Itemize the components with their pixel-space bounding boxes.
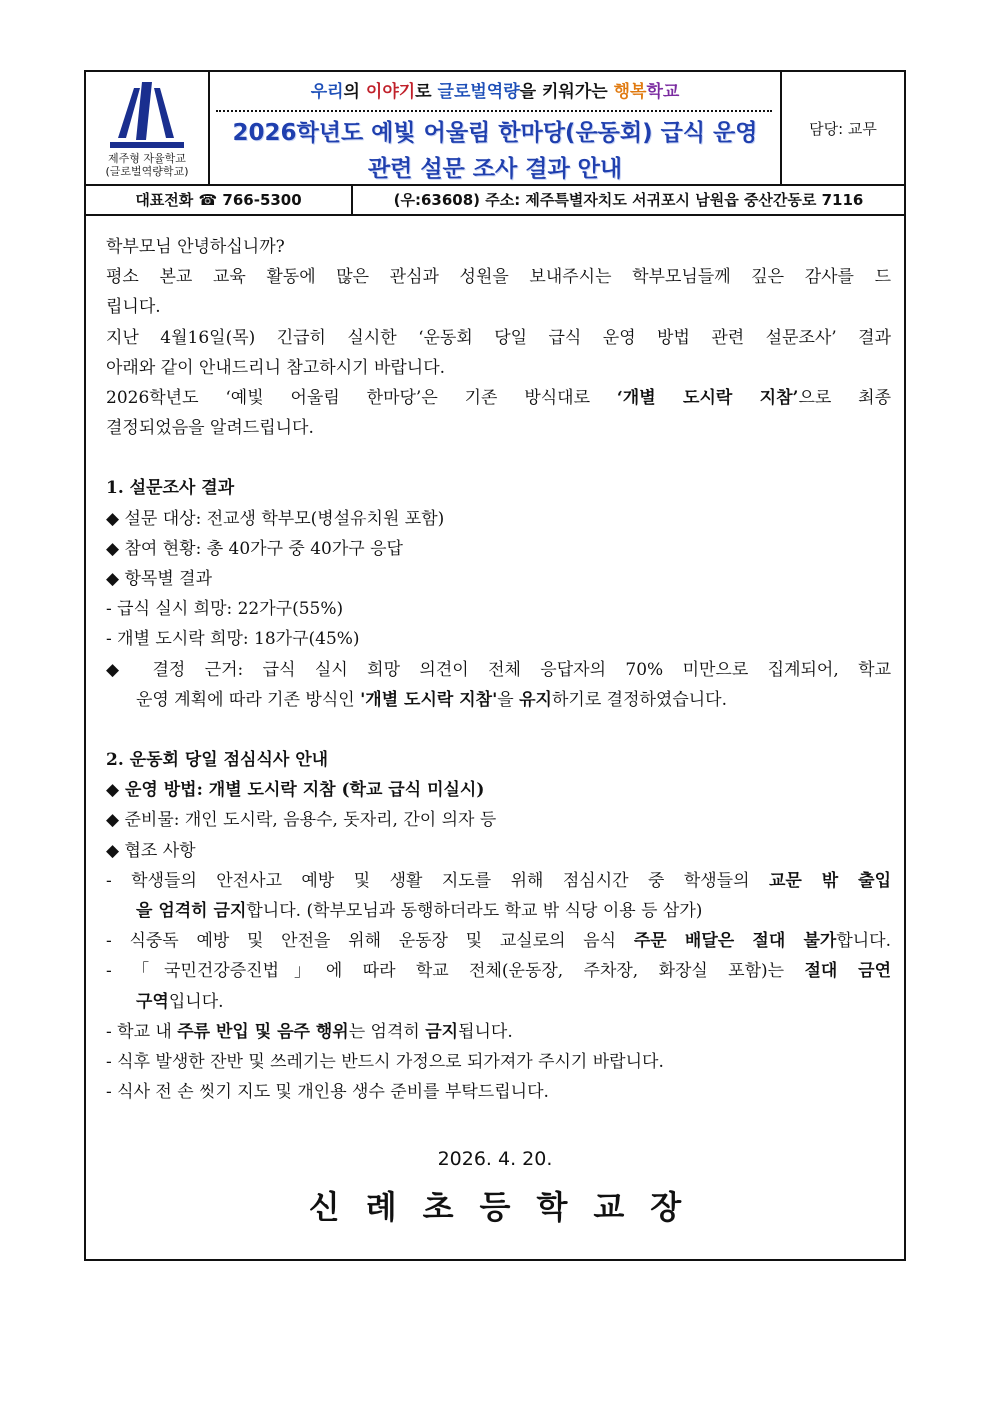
- school-logo-icon: [106, 80, 188, 150]
- intro-line: 평소 본교 교육 활동에 많은 관심과 성원을 보내주시는 학부모님들께 깊은 감사를 드: [106, 267, 891, 288]
- emphasis: 주류 반입 및 음주 행위: [177, 1021, 349, 1042]
- bullet-item: ◆ 항목별 결과: [106, 569, 212, 590]
- emphasis: '개별 도시락 지참': [360, 689, 498, 710]
- intro-line: 립니다.: [106, 297, 161, 318]
- emphasis: 유지: [519, 689, 552, 710]
- text: - 학생들의 안전사고 예방 및 생활 지도를 위해 점심시간 중 학생들의: [106, 870, 769, 891]
- cooperation-continuation: [106, 896, 891, 926]
- text: 입니다.: [168, 991, 224, 1012]
- result-item: - 개별 도시락 희망: 18가구(45%): [106, 629, 360, 650]
- slogan-part: 학교: [646, 82, 680, 102]
- text: 운영 계획에 따라 기존 방식인: [136, 689, 361, 710]
- text: 됩니다.: [458, 1021, 513, 1042]
- bullet-item: ◆ 참여 현황: 총 40가구 중 40가구 응답: [106, 538, 403, 559]
- bullet-item: ◆ 설문 대상: 전교생 학부모(병설유치원 포함): [106, 508, 445, 529]
- emphasis: 교문 밖 출입: [768, 870, 891, 891]
- cooperation-item: - 식후 발생한 잔반 및 쓰레기는 반드시 가정으로 되가져가 주시기 바랍니다.: [106, 1052, 664, 1073]
- cooperation-item: [106, 1017, 891, 1047]
- text: 합니다. (학부모님과 동행하더라도 학교 밖 식당 이용 등 삼가): [246, 901, 703, 922]
- intro-line: 아래와 같이 안내드리니 참고하시기 바랍니다.: [106, 357, 446, 378]
- slogan-part: 이야기: [365, 82, 416, 102]
- phone-number: 대표전화 ☎ 766-5300: [86, 184, 353, 214]
- logo-caption-2: (글로벌역량학교): [105, 165, 189, 178]
- slogan-part: 글로벌역량: [437, 82, 520, 102]
- text: 합니다.: [836, 931, 891, 952]
- emphasis: 구역: [136, 991, 169, 1012]
- principal-signature: 신례초등학교장: [308, 1188, 708, 1226]
- emphasis: 을 엄격히 금지: [136, 901, 247, 922]
- text: - 학교 내: [106, 1021, 178, 1042]
- intro-text: 으로 최종: [798, 388, 891, 409]
- title-cell: [210, 72, 782, 184]
- intro-line: 지난 4월16일(목) 긴급히 실시한 ‘운동회 당일 급식 운영 방법 관련 설문조사’ 결과: [106, 327, 891, 348]
- cooperation-continuation: [106, 987, 891, 1017]
- section1-heading: 1. 설문조사 결과: [106, 478, 235, 499]
- result-item: - 급식 실시 희망: 22가구(55%): [106, 599, 344, 620]
- duty-cell: 담당: 교무: [809, 119, 877, 138]
- school-address: (우:63608) 주소: 제주특별자치도 서귀포시 남원읍 중산간동로 7116: [393, 190, 864, 209]
- bullet-item: ◆ 협조 사항: [106, 840, 196, 861]
- bullet-item: ◆ 준비물: 개인 도시락, 음용수, 돗자리, 간이 의자 등: [106, 810, 497, 831]
- logo-cell: [86, 72, 210, 184]
- bullet-item: ◆ 결정 근거: 급식 실시 희망 의견이 전체 응답자의 70% 미만으로 집계되어, 학교: [106, 659, 891, 680]
- cooperation-item: [106, 926, 891, 956]
- cooperation-item: - 식사 전 손 씻기 지도 및 개인용 생수 준비를 부탁드립니다.: [106, 1082, 549, 1103]
- text: - 「국민건강증진법」에 따라 학교 전체(운동장, 주차장, 화장실 포함)는: [106, 961, 805, 982]
- slogan-part: 의: [343, 82, 366, 102]
- text: - 식중독 예방 및 안전을 위해 운동장 및 교실로의 음식: [106, 931, 634, 952]
- issue-date: 2026. 4. 20.: [437, 1148, 553, 1170]
- school-slogan: [210, 78, 780, 106]
- notice-body: [106, 232, 891, 1107]
- text: 는 엄격히: [348, 1021, 426, 1042]
- slogan-part: 행복: [613, 82, 647, 102]
- slogan-part: 우리: [310, 82, 344, 102]
- document-title-line2: 관련 설문 조사 결과 안내: [367, 156, 623, 182]
- bullet-item: ◆ 운영 방법: 개별 도시락 지참 (학교 급식 미실시): [106, 780, 485, 801]
- dotted-divider: [216, 110, 772, 112]
- intro-emphasis: ‘개별 도시락 지참’: [616, 388, 799, 409]
- document-title-line1: 2026학년도 예빛 어울림 한마당(운동회) 급식 운영: [232, 120, 758, 146]
- cooperation-item: [106, 956, 891, 986]
- text: 하기로 결정하였습니다.: [551, 689, 728, 710]
- emphasis: 주문 배달은 절대 불가: [633, 931, 837, 952]
- intro-text: 2026학년도 ‘예빛 어울림 한마당’은 기존 방식대로: [106, 388, 617, 409]
- cooperation-item: [106, 866, 891, 896]
- bullet-continuation: [106, 685, 891, 715]
- intro-line: 결정되었음을 알려드립니다.: [106, 418, 314, 439]
- greeting: 학부모님 안녕하십니까?: [106, 237, 285, 257]
- section2-heading: 2. 운동회 당일 점심식사 안내: [106, 750, 329, 771]
- slogan-part: 로: [415, 82, 438, 102]
- notice-frame: [84, 70, 906, 1261]
- logo-caption-1: 제주형 자율학교: [108, 152, 186, 165]
- contact-row: [86, 184, 904, 216]
- text: 을: [497, 689, 520, 710]
- emphasis: 금지: [425, 1021, 459, 1042]
- header-table: [86, 72, 904, 186]
- emphasis: 절대 금연: [804, 961, 891, 982]
- intro-line: [106, 383, 891, 413]
- slogan-part: 을 키워가는: [519, 82, 614, 102]
